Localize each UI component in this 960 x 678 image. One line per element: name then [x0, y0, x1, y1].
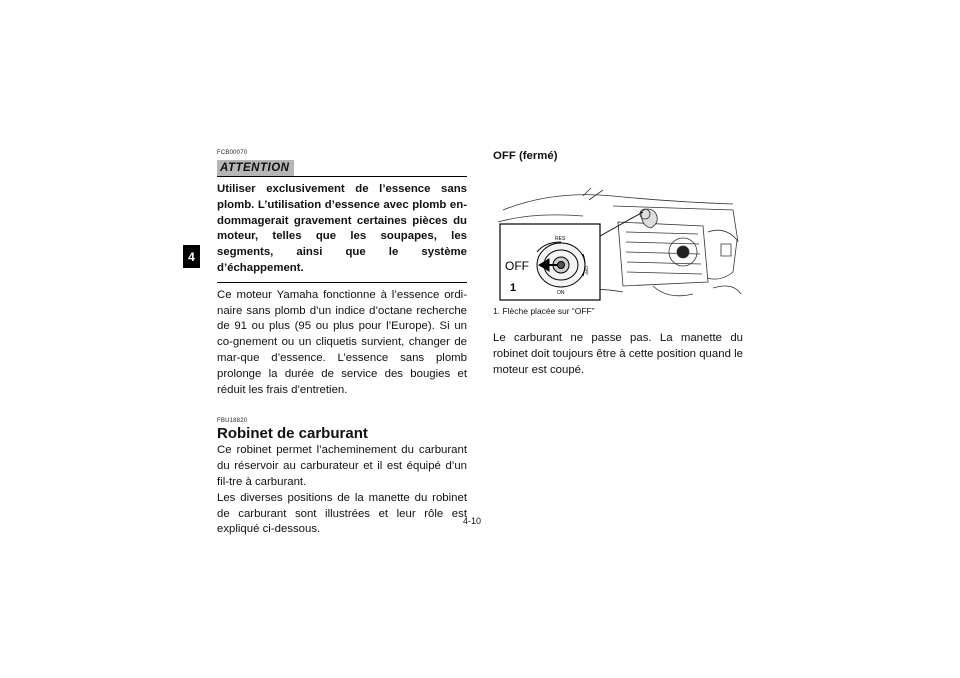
- section-title: Robinet de carburant: [217, 425, 368, 443]
- attention-header: [217, 157, 467, 177]
- res-label: RES: [555, 236, 566, 242]
- positions-paragraph: Les diverses positions de la manette du robinet de carburant sont illustrées et leur rôle est expliqué ci-dessous.: [217, 491, 467, 536]
- figure-caption: 1. Flèche placée sur “OFF”: [493, 306, 595, 316]
- attention-text: Utiliser exclusivement de l’essence sans plomb. L’utilisation d’essence avec plomb en-dommagerait gravement certaines pièces du moteur, telles que les soupapes, les segments, ainsi que le système d’échappement.: [217, 182, 467, 283]
- fuel-cock-illustration: [493, 182, 743, 302]
- attention-code: FCB00070: [217, 150, 248, 156]
- section-code: FBU18820: [217, 418, 248, 425]
- fuel-paragraph: Ce moteur Yamaha fonctionne à l’essence ordi-naire sans plomb d’un indice d’octane recherche de 91 ou plus (95 ou plus pour l’Europe). Si un co-gnement ou un cliquetis survient, changer de mar-que d’essence. L’essence sans plomb prolonge la durée de service des bougies et réduit les frais d’entretien.: [217, 288, 467, 396]
- left-column: [217, 150, 467, 538]
- attention-label: ATTENTION: [217, 160, 294, 176]
- off-label: OFF: [505, 259, 529, 273]
- right-column: [493, 150, 743, 378]
- on-label: ON: [557, 290, 565, 296]
- chapter-tab: 4: [183, 245, 200, 268]
- off-heading: OFF (fermé): [493, 150, 558, 162]
- page-number: 4-10: [463, 516, 482, 526]
- callout-number: 1: [510, 282, 517, 294]
- off-small-label: OFF: [584, 266, 589, 275]
- fuel-cock-paragraph: Ce robinet permet l’acheminement du carburant du réservoir au carburateur et il est équipé d’un fil-tre à carburant.: [217, 444, 467, 488]
- off-description: Le carburant ne passe pas. La manette du robinet doit toujours être à cette position quand le moteur est coupé.: [493, 332, 743, 376]
- fuel-cock-drawing: [493, 182, 743, 302]
